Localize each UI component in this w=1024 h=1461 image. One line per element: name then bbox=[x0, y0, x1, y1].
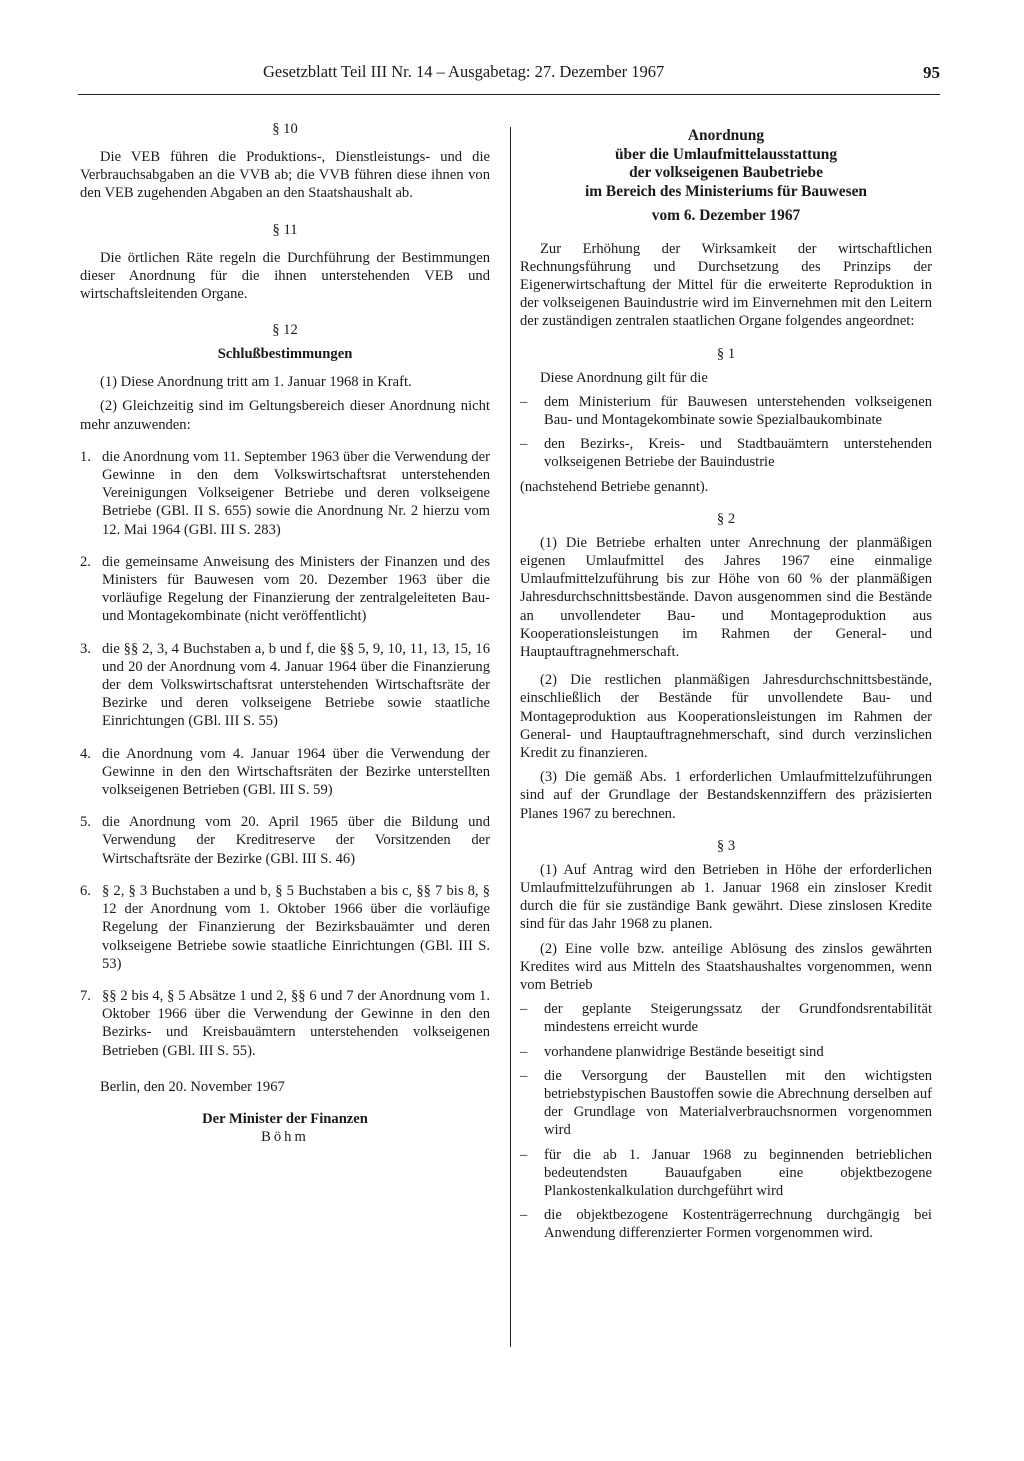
list-item bbox=[80, 882, 490, 973]
ordinance-title bbox=[520, 127, 932, 201]
dash-mark: – bbox=[520, 1001, 528, 1018]
list-item bbox=[80, 745, 490, 800]
left-column bbox=[80, 120, 490, 1146]
section-12-para-1: (1) Diese Anordnung tritt am 1. Januar 1968 in Kraft. bbox=[100, 374, 412, 391]
section-3-para-2: (2) Eine volle bzw. anteilige Ablösung des zinslos gewährten Kredites wird aus Mitteln des Staatshaushaltes vorgenommen, wenn vom Betrieb bbox=[520, 940, 932, 993]
list-item-number: 3. bbox=[80, 640, 91, 657]
dash-item bbox=[520, 1206, 932, 1242]
section-11-heading: § 11 bbox=[272, 221, 298, 238]
dash-mark: – bbox=[520, 1067, 528, 1084]
list-item-number: 4. bbox=[80, 745, 91, 762]
dash-mark: – bbox=[520, 1207, 528, 1224]
dash-item-text: der geplante Steigerungssatz der Grundfondsrentabilität mindestens erreicht wurde bbox=[544, 1001, 932, 1036]
page-number: 95 bbox=[923, 63, 940, 82]
dash-item-text: vorhandene planwidrige Bestände beseitigt sind bbox=[544, 1043, 824, 1060]
section-2-heading: § 2 bbox=[716, 510, 736, 527]
section-1-heading: § 1 bbox=[716, 345, 736, 362]
list-item bbox=[80, 987, 490, 1060]
header-rule bbox=[78, 94, 940, 95]
right-column bbox=[520, 127, 932, 1243]
list-item-number: 7. bbox=[80, 987, 91, 1004]
ordinance-title-line: Anordnung bbox=[687, 127, 765, 144]
dash-item-text: die Versorgung der Baustellen mit den wichtigsten betriebstypischen Baustoffen sowie die Abrechnung derselben auf der Grundlage von Materialverbrauchsnormen vorgenommen wird bbox=[544, 1067, 932, 1139]
dash-item bbox=[520, 435, 932, 471]
section-1-note: (nachstehend Betriebe genannt). bbox=[520, 478, 709, 495]
dash-mark: – bbox=[520, 393, 528, 410]
list-item-number: 6. bbox=[80, 882, 91, 899]
list-item bbox=[80, 640, 490, 731]
signer-title: Der Minister der Finanzen bbox=[202, 1110, 368, 1127]
list-item-text: § 2, § 3 Buchstaben a und b, § 5 Buchstaben a bis c, §§ 7 bis 8, § 12 der Anordnung vom 1. Oktober 1966 über die vorläufige Regelung der Finanzierung der Bezirksbauämter und deren volkseigene Betriebe sowie staatliche Einrichtungen (GBl. III S. 53) bbox=[102, 882, 490, 972]
list-item-text: die Anordnung vom 11. September 1963 über die Verwendung der Gewinne in den dem Volkswirtschaftsrat unterstehenden Vereinigungen Volkseigener Betriebe und deren volkseigene Betriebe (GBl. II S. 655) sowie die Anordnung Nr. 2 hierzu vom 12. Mai 1964 (GBl. III S. 283) bbox=[102, 448, 490, 538]
list-item bbox=[80, 553, 490, 626]
page-header bbox=[78, 62, 940, 86]
ordinance-date: vom 6. Dezember 1967 bbox=[651, 207, 801, 224]
list-item-number: 1. bbox=[80, 448, 91, 465]
section-12-heading: § 12 bbox=[272, 322, 298, 339]
section-3-heading: § 3 bbox=[716, 837, 736, 854]
list-item-text: §§ 2 bis 4, § 5 Absätze 1 und 2, §§ 6 und 7 der Anordnung vom 1. Oktober 1966 über die Verwendung der Gewinne in den den Bezirks- und Kreisbauämtern unterstehenden volkseigenen Betrieben (GBl. III S. 55). bbox=[102, 987, 490, 1059]
list-item bbox=[80, 448, 490, 539]
dash-item-text: dem Ministerium für Bauwesen unterstehenden volkseigenen Bau- und Montagekombinate sowie Spezialbaukombinate bbox=[544, 393, 932, 428]
dash-item bbox=[520, 1043, 932, 1061]
section-11-text: Die örtlichen Räte regeln die Durchführung der Bestimmungen dieser Anordnung für die ihnen unterstehenden VEB und wirtschaftsleitenden Organe. bbox=[80, 249, 490, 303]
section-3-para-1: (1) Auf Antrag wird den Betrieben in Höhe der erforderlichen Umlaufmittelzuführungen ab 1. Januar 1968 ein zinsloser Kredit durch die für sie zuständige Bank gewährt. Diese zinslosen Kredite sind für das Jahr 1968 zu planen. bbox=[520, 861, 932, 933]
list-item-number: 2. bbox=[80, 553, 91, 570]
list-item-text: die Anordnung vom 4. Januar 1964 über die Verwendung der Gewinne in den den Wirtschaftsräten der Bezirke unterstellten volkseigenen Betrieben (GBl. III S. 59) bbox=[102, 745, 490, 799]
dash-item-text: für die ab 1. Januar 1968 zu beginnenden betrieblichen bedeutendsten Bauaufgaben eine objektbezogene Plankostenkalkulation durchgeführt wird bbox=[544, 1146, 932, 1200]
gazette-title: Gesetzblatt Teil III Nr. 14 – Ausgabetag: 27. Dezember 1967 bbox=[263, 62, 665, 81]
dash-item-text: den Bezirks-, Kreis- und Stadtbauämtern unterstehenden volkseigenen Betriebe der Bauindustrie bbox=[544, 436, 932, 471]
list-item bbox=[80, 813, 490, 868]
column-divider bbox=[510, 127, 511, 1347]
section-12-title: Schlußbestimmungen bbox=[217, 346, 353, 363]
section-10-heading: § 10 bbox=[272, 121, 298, 137]
ordinance-title-line: über die Umlaufmittelausstattung bbox=[614, 145, 838, 163]
section-12-para-2: (2) Gleichzeitig sind im Geltungsbereich dieser Anordnung nicht mehr anzuwenden: bbox=[80, 398, 490, 433]
section-10-text: Die VEB führen die Produktions-, Dienstleistungs- und die Verbrauchsabgaben an die VVB ab; die VVB führen diese ihnen von den VEB zugehenden Abgaben an den Staatshaushalt ab. bbox=[80, 149, 490, 202]
section-2-para-1: (1) Die Betriebe erhalten unter Anrechnung der planmäßigen eigenen Umlaufmittel des Jahres 1967 eine einmalige Umlaufmittelzuführung bis zur Höhe von 60 % der planmäßigen Jahresdurchschnittsbestände. Davon ausgenommen sind die Bestände an unvollendeter Bau- und Montageproduktion aus Kooperationsleistungen im Rahmen der General- und Hauptauftragnehmerschaft. bbox=[520, 534, 932, 660]
list-item-text: die Anordnung vom 20. April 1965 über die Bildung und Verwendung der Kreditreserve der Vorsitzenden der Wirtschaftsräte der Bezirke (GBl. III S. 46) bbox=[102, 814, 490, 867]
list-item-text: die gemeinsame Anweisung des Ministers der Finanzen und des Ministers für Bauwesen vom 20. Dezember 1963 über die vorläufige Regelung der Finanzierung der zentralgeleiteten Bau- und Montagekombinate (nicht veröffentlicht) bbox=[102, 553, 490, 625]
dash-item-text: die objektbezogene Kostenträgerrechnung durchgängig bei Anwendung differenzierter Formen vorgenommen wird. bbox=[544, 1207, 932, 1242]
list-item-number: 5. bbox=[80, 814, 91, 831]
dash-mark: – bbox=[520, 1043, 528, 1060]
signer-name: Böhm bbox=[261, 1129, 309, 1146]
dash-item bbox=[520, 1146, 932, 1201]
section-2-para-3: (3) Die gemäß Abs. 1 erforderlichen Umlaufmittelzuführungen sind auf der Grundlage der Bestandskennziffern des präzisierten Planes 1967 zu berechnen. bbox=[520, 769, 932, 822]
dash-item bbox=[520, 393, 932, 429]
ordinance-intro: Zur Erhöhung der Wirksamkeit der wirtschaftlichen Rechnungsführung und Durchsetzung des Prinzips der Eigenerwirtschaftung der Mittel für die erweiterte Reproduktion in der volkseigenen Bauindustrie wird im Einvernehmen mit den Leitern der zuständigen zentralen staatlichen Organe folgendes angeordnet: bbox=[520, 240, 932, 330]
list-item-text: die §§ 2, 3, 4 Buchstaben a, b und f, die §§ 5, 9, 10, 11, 13, 15, 16 und 20 der Anordnung vom 4. Januar 1964 über die Finanzierung der dem Volkswirtschaftsrat unterstehenden Wirtschaftsräte der Bezirke und deren volkseigene Betriebe sowie staatliche Einrichtungen (GBl. III S. 55) bbox=[102, 640, 490, 730]
ordinance-title-line: im Bereich des Ministeriums für Bauwesen bbox=[584, 182, 867, 200]
dash-item bbox=[520, 1000, 932, 1036]
section-2-para-2: (2) Die restlichen planmäßigen Jahresdurchschnittsbestände, einschließlich der Bestände für unvollendete Bau- und Montageproduktion aus Kooperationsleistungen im Rahmen der General- und Hauptauftragnehmerschaft, sind durch verzinslichen Kredit zu finanzieren. bbox=[520, 672, 932, 761]
place-date: Berlin, den 20. November 1967 bbox=[100, 1078, 285, 1095]
dash-item bbox=[520, 1067, 932, 1140]
dash-mark: – bbox=[520, 436, 528, 453]
dash-mark: – bbox=[520, 1146, 528, 1163]
ordinance-title-line: der volkseigenen Baubetriebe bbox=[629, 164, 823, 181]
section-1-text: Diese Anordnung gilt für die bbox=[540, 369, 708, 386]
